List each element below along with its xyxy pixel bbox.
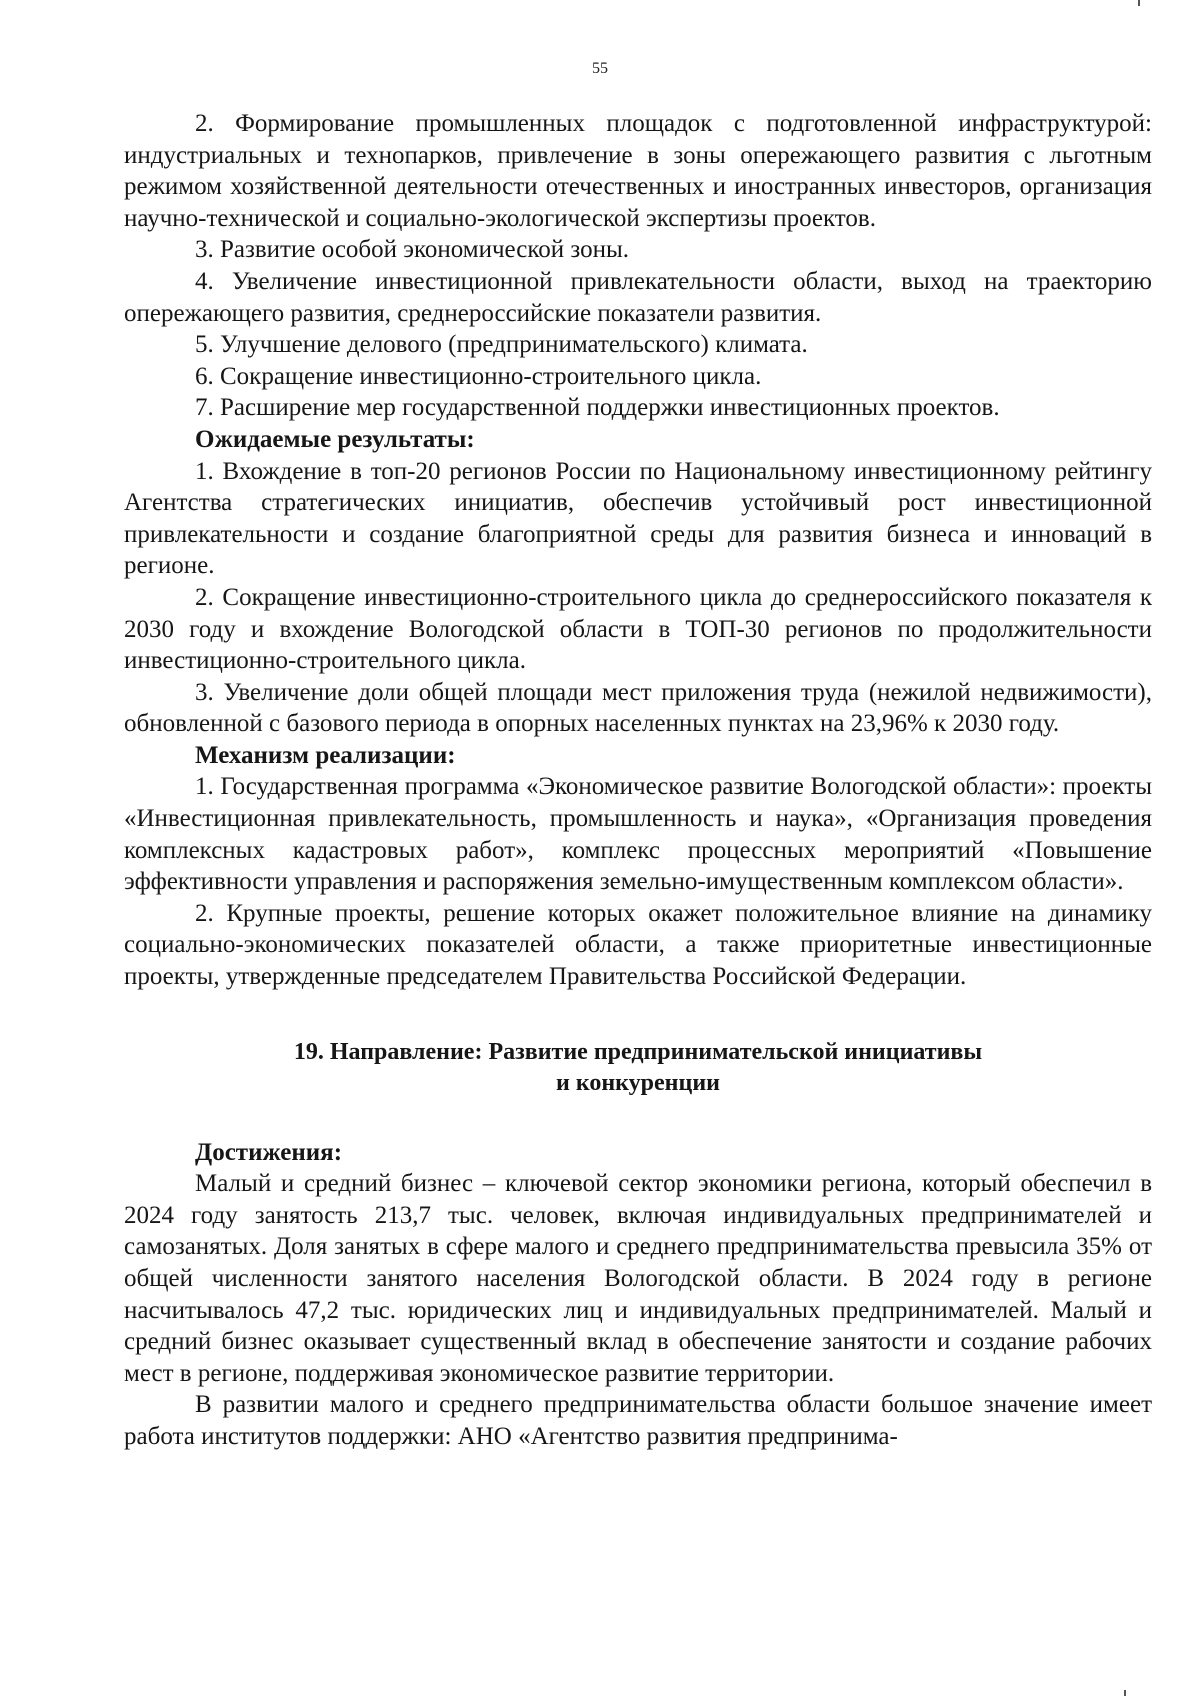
section-title-line1: 19. Направление: Развитие предпринимательской инициативы — [293, 1038, 983, 1065]
goal-item: 5. Улучшение делового (предпринимательского) климата. — [195, 331, 808, 359]
section-paragraph: В развитии малого и среднего предпринимательства области большое значение имеет работа институтов поддержки: АНО «Агентство развития предпринима- — [124, 1391, 1152, 1450]
scan-mark-top — [1138, 0, 1140, 6]
section-title — [124, 1037, 1152, 1099]
results-heading: Ожидаемые результаты: — [195, 425, 475, 453]
goal-item: 6. Сокращение инвестиционно-строительного цикла. — [195, 362, 762, 390]
page-number: 55 — [592, 60, 608, 77]
achievements-heading: Достижения: — [195, 1138, 343, 1166]
goal-item: 2. Формирование промышленных площадок с подготовленной инфраструктурой: индустриальных и технопарков, привлечение в зоны опережающего развития с льготным режимом хозяйственной деятельности отечественных и иностранных инвесторов, организация научно-технической и социально-экологической экспертизы проектов. — [124, 110, 1152, 232]
result-item: 1. Вхождение в топ-20 регионов России по Национальному инвестиционному рейтингу Агентства стратегических инициатив, обеспечив устойчивый рост инвестиционной привлекательности и создание благоприятной среды для развития бизнеса и инноваций в регионе. — [124, 457, 1152, 580]
result-item: 2. Сокращение инвестиционно-строительного цикла до среднероссийского показателя к 2030 году и вхождение Вологодской области в ТОП-30 регионов по продолжительности инвестиционно-строительного цикла. — [124, 583, 1152, 675]
goal-item: 7. Расширение мер государственной поддержки инвестиционных проектов. — [195, 394, 1000, 422]
result-item: 3. Увеличение доли общей площади мест приложения труда (нежилой недвижимости), обновленной с базового периода в опорных населенных пунктах на 23,96% к 2030 году. — [124, 678, 1152, 738]
scan-mark-bottom — [1124, 1690, 1126, 1696]
goal-item: 4. Увеличение инвестиционной привлекательности области, выход на траекторию опережающего развития, среднероссийские показатели развития. — [124, 267, 1152, 327]
section-paragraph: Малый и средний бизнес – ключевой сектор экономики региона, который обеспечил в 2024 году занятость 213,7 тыс. человек, включая индивидуальных предпринимателей и самозанятых. Доля занятых в сфере малого и среднего предпринимательства превысила 35% от общей численности занятого населения Вологодской области. В 2024 году в регионе насчитывалось 47,2 тыс. юридических лиц и индивидуальных предпринимателей. Малый и средний бизнес оказывает существенный вклад в обеспечение занятости и создание рабочих мест в регионе, поддерживая экономическое развитие территории. — [124, 1170, 1152, 1387]
goal-item: 3. Развитие особой экономической зоны. — [195, 236, 630, 264]
mechanism-heading: Механизм реализации: — [195, 741, 456, 769]
section-title-line2: и конкуренции — [556, 1069, 720, 1096]
document-body — [124, 108, 1152, 1453]
mechanism-item: 1. Государственная программа «Экономическое развитие Вологодской области»: проекты «Инвестиционная привлекательность, промышленность и наука», «Организация проведения комплексных кадастровых работ», комплекс процессных мероприятий «Повышение эффективности управления и распоряжения земельно-имущественным комплексом области». — [124, 773, 1152, 896]
mechanism-item: 2. Крупные проекты, решение которых окажет положительное влияние на динамику социально-экономических показателей области, а также приоритетные инвестиционные проекты, утвержденные председателем Правительства Российской Федерации. — [124, 899, 1152, 991]
